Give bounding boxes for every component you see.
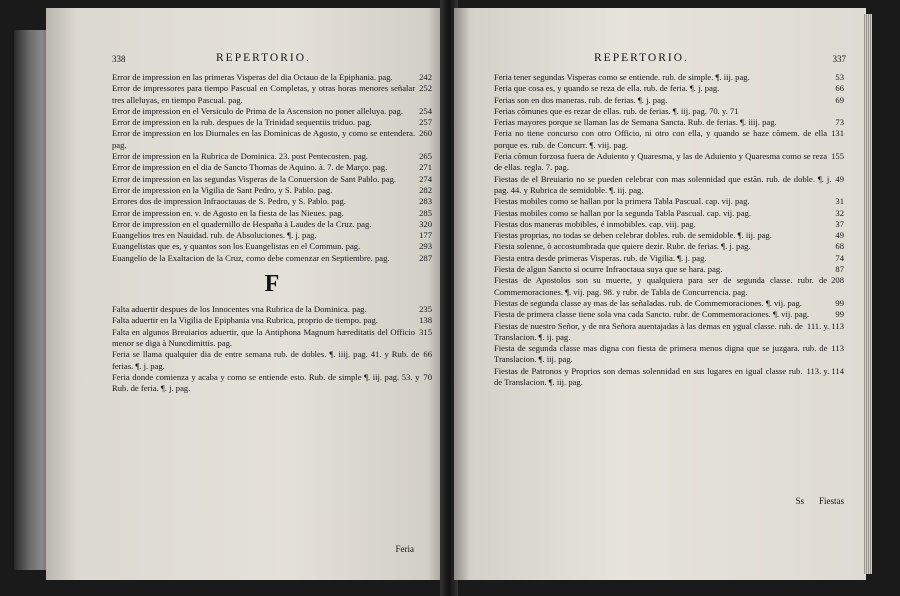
index-entry-page: 155 (831, 151, 844, 162)
index-entry-page: 271 (419, 162, 432, 173)
index-entry (112, 327, 432, 350)
index-entry-page: 138 (419, 315, 432, 326)
index-entry-text: Euangelio de la Exaltacion de la Cruz, como debe comenzar en Septiembre. pag. (112, 252, 390, 263)
index-entry-page: 285 (419, 207, 432, 218)
index-entry (494, 174, 844, 197)
index-entry-text: Fiestas dos maneras mobibles, é inmobibles. cap. viij. pag. (494, 218, 696, 229)
index-entry-page: 257 (419, 117, 432, 128)
index-entry-text: Error de impression en los Diurnales en las Dominicas de Agosto, y como se entendera. pag. (112, 128, 416, 150)
right-catchword: Fiestas (818, 496, 844, 506)
index-entry-page: 208 (831, 275, 844, 286)
index-entry-page: 293 (419, 241, 432, 252)
index-entry-text: Feria donde comienza y acaba y como se entiende esto. Rub. de simple ¶. iij. pag. 53. y Rub. de feria. ¶. j. pag. (112, 371, 420, 394)
index-entry (494, 264, 844, 275)
index-entry-page: 70 (423, 371, 432, 382)
index-entry-page: 32 (835, 207, 844, 218)
index-entry (494, 128, 844, 151)
index-entry (112, 230, 432, 241)
index-entry-page: 31 (835, 196, 844, 207)
index-entry-text: Fiestas de nuestro Señor, y de nra Señora auentajadas à las demas en ygual classe. rub. de Translacion. ¶. ij. pag. (494, 320, 803, 342)
index-entry-page: 315 (419, 326, 432, 337)
index-entry (112, 219, 432, 230)
index-entry-page: 73 (835, 117, 844, 128)
index-entry (494, 253, 844, 264)
index-entry-page: 49 (835, 173, 844, 184)
index-entry (494, 298, 844, 309)
index-entry (494, 117, 844, 128)
index-entry-text: Euangelistas que es, y quantos son los Euangelistas en el Commun. pag. (112, 241, 361, 252)
index-entry (112, 162, 432, 173)
index-entry (494, 321, 844, 344)
index-entry (494, 95, 844, 106)
right-running-head: REPERTORIO. (594, 52, 689, 64)
index-entry-page: 69 (835, 94, 844, 105)
index-entry (112, 349, 432, 372)
index-entry-page: 99 (835, 309, 844, 320)
index-entry-text: Fiestas de Apostolos son su muerte, y qualquiera para ser de segunda classe. rubr. de Commemoraciones. ¶. vij. pag. 98. y rubr. de Tabla de Concurrencia. pag. (494, 275, 828, 297)
index-entry-text: Feria se llama qualquier dia de entre semana rub. de dobles. ¶. iiij. pag. 41. y Rub. de ferias. ¶. j. pag. (112, 349, 420, 371)
index-entry-text: Fiesta de algun Sancto si ocurre Infraoctaua suya que se hara. pag. (494, 264, 723, 275)
index-entry-page: 113 (831, 343, 844, 354)
index-entry-page: 113. y. 114 (806, 365, 844, 376)
index-entry (494, 309, 844, 320)
index-entry-page: 254 (419, 105, 432, 116)
section-letter-f: F (264, 271, 280, 298)
index-entry-page: 320 (419, 218, 432, 229)
left-page-number: 338 (112, 54, 126, 64)
page-edges (864, 14, 872, 574)
index-entry (112, 185, 432, 196)
index-entry-page: 177 (419, 230, 432, 241)
index-entry-page: 265 (419, 151, 432, 162)
index-entry-page: 235 (419, 304, 432, 315)
index-entry (494, 196, 844, 207)
index-entry-page: 282 (419, 184, 432, 195)
index-entry-text: Error de impression en la Rubrica de Dominica. 23. post Pentecosten. pag. (112, 151, 369, 162)
index-entry (112, 208, 432, 219)
index-entry (494, 208, 844, 219)
index-entry-page: 260 (419, 128, 432, 139)
right-index-column (494, 72, 844, 388)
index-entry (494, 366, 844, 389)
index-entry-text: Ferias cõmunes que es rezar de ellas. rub. de ferias. ¶. iij. pag. 70. y. 71 (494, 105, 739, 116)
index-entry-text: Error de impression en el Versiculo de Prima de la Ascension no poner alleluya. pag. (112, 105, 403, 116)
index-entry (494, 72, 844, 83)
index-entry-page: 66 (423, 349, 432, 360)
index-entry-text: Error de impression en la rub. despues de la Trinidad sequentiis triduo. pag. (112, 117, 372, 128)
index-entry (112, 241, 432, 252)
index-entry-page: 66 (835, 83, 844, 94)
index-entry (112, 315, 432, 326)
index-entry-text: Error de impression en el quadernillo de Hespaña à Laudes de la Cruz. pag. (112, 218, 372, 229)
index-entry-text: Feria tener segundas Visperas como se entiende. rub. de simple. ¶. iij. pag. (494, 72, 750, 82)
index-entry-page: 87 (835, 264, 844, 275)
index-entry-text: Feria cõmun forzosa fuera de Aduiento y Quaresma, y las de Aduiento y Quaresma como se reza de ellas. regla. 7. pag. (494, 151, 828, 173)
index-entry-text: Falta aduertir despues de los Innocentes vna Rubrica de la Dominica. pag. (112, 304, 367, 315)
index-entry-text: Errores dos de impression Infraoctauas de S. Pedro, y S. Pablo. pag. (112, 196, 346, 207)
index-entry (494, 241, 844, 252)
index-entry (112, 128, 432, 151)
right-page (454, 8, 866, 580)
index-entry-text: Fiestas de el Breuiario no se pueden celebrar con mas solennidad que estãn. rub. de doble. ¶. j. pag. 44. y Rubrica de semidoble. ¶. iij. pag. (494, 173, 832, 195)
index-entry-page: 252 (419, 83, 432, 94)
index-entry-text: Fiesta solenne, ò accostumbrada que quiere dezir. Rubr. de ferias. ¶. j. pag. (494, 241, 751, 252)
index-entry-text: Falta en algunos Breuiarios aduertir, que la Antiphona Magnum hæreditatis del Officio menor se diga à Nuncdimittis. pag. (112, 326, 416, 348)
index-entry-page: 49 (835, 230, 844, 241)
index-entry-page: 74 (835, 252, 844, 263)
index-entry-text: Error de impression en. v. de Agosto en la fiesta de las Nieues. pag. (112, 207, 344, 218)
index-entry-text: Fiestas de Patronos y Proprios son demas solennidad en sus lugares en igual classe rub. de Translacion. ¶. iij. pag. (494, 365, 803, 388)
index-entry (494, 219, 844, 230)
index-entry (112, 72, 432, 83)
index-entry (494, 230, 844, 241)
index-entry-text: Fiestas de segunda classe ay mas de las señaladas. rub. de Commemoraciones. ¶. vij. pag. (494, 297, 802, 308)
index-entry (112, 174, 432, 185)
index-entry-page: 68 (835, 241, 844, 252)
index-entry-text: Fiesta de primera classe tiene sola vna cada Sancto. rubr. de Commemoraciones. ¶. vij. pag. (494, 309, 810, 320)
right-page-number: 337 (832, 54, 846, 64)
index-entry (112, 117, 432, 128)
index-entry-text: Feria no tiene concurso con otro Officio, ni otro con ella, y quando se haze cõmem. de ella porque es. rub. de Concurr. ¶. viij. pag. (494, 128, 828, 150)
index-entry-text: Fiestas proprias, no todas se deben celebrar dobles. rub. de semidoble. ¶. iij. pag. (494, 230, 772, 241)
index-entry-text: Fiesta entra desde primeras Visperas. rub. de Vigilia. ¶. j. pag. (494, 252, 707, 263)
index-entry (494, 151, 844, 174)
index-entry-text: Falta aduertir en la Vigilia de Epiphania vna Rubrica, proprio de tiempo. pag. (112, 315, 378, 326)
left-entries-list (112, 72, 432, 264)
index-entry-page: 99 (835, 297, 844, 308)
index-entry (112, 196, 432, 207)
index-entry (112, 83, 432, 106)
index-entry (112, 106, 432, 117)
left-f-entries-list (112, 304, 432, 394)
index-entry-text: Ferias mayores porque se llaman las de Semana Sancta. Rub. de ferias. ¶. iiij. pag. (494, 117, 777, 128)
index-entry-page: 283 (419, 196, 432, 207)
index-entry-page: 131 (831, 128, 844, 139)
index-entry-text: Euangelios tres en Nauidad. rub. de Absoluciones. ¶. j. pag. (112, 230, 317, 241)
index-entry-page: 37 (835, 218, 844, 229)
right-entries-list (494, 72, 844, 388)
signature-mark: Ss (795, 496, 804, 506)
index-entry-text: Ferias son en dos maneras. rub. de ferias. ¶. j. pag. (494, 94, 668, 105)
index-entry (494, 83, 844, 94)
index-entry-page: 274 (419, 173, 432, 184)
index-entry-text: Error de impression en la Vigilia de Sant Pedro, y S. Pablo. pag. (112, 184, 333, 195)
index-entry (494, 343, 844, 366)
index-entry-text: Error de impression en el dia de Sancto Thomas de Aquino. à. 7. de Março. pag. (112, 162, 388, 173)
index-entry-text: Error de impressores para tiempo Pascual en Completas, y otras horas menores señalar tres alleluyas, en tiempo Pascual. pag. (112, 83, 416, 105)
index-entry-text: Fiestas mobiles como se hallan por la primera Tabla Pascual. cap. vij. pag. (494, 196, 750, 207)
index-entry (112, 151, 432, 162)
index-entry (494, 106, 844, 117)
index-entry-text: Error de impression en las segundas Visperas de la Conuersion de Sant Pablo. pag. (112, 173, 397, 184)
index-entry (112, 304, 432, 315)
index-entry-text: Error de impression en las primeras Visperas del dia Octauo de la Epiphania. pag. (112, 72, 393, 82)
left-index-column (112, 72, 432, 394)
index-entry-text: Fiesta de segunda classe mas digna con fiesta de primera menos digna que se juzgara. rub. de Translacion. ¶. iij. pag. (494, 343, 828, 365)
left-catchword: Feria (395, 544, 414, 554)
index-entry-text: Feria que cosa es, y quando se reza de ella. rub. de feria. ¶. j. pag. (494, 83, 720, 94)
index-entry (494, 275, 844, 298)
index-entry-page: 53 (835, 72, 844, 82)
index-entry-page: 111. y. 113 (806, 320, 844, 331)
left-page (46, 8, 444, 580)
index-entry-page: 287 (419, 252, 432, 263)
left-running-head: REPERTORIO. (216, 52, 311, 64)
index-entry (112, 372, 432, 395)
index-entry-text: Fiestas mobiles como se hallan por la segunda Tabla Pascual. cap. vij. pag. (494, 207, 751, 218)
index-entry-page: 242 (419, 72, 432, 82)
index-entry (112, 253, 432, 264)
